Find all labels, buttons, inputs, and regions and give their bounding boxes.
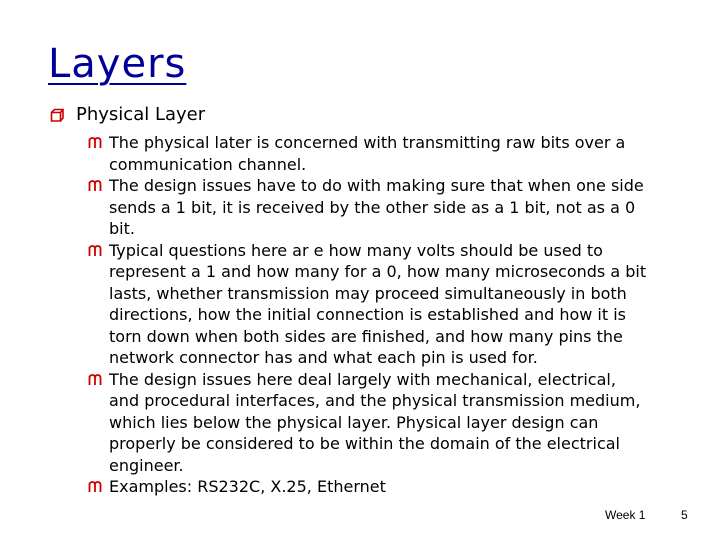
page-number: 5	[681, 508, 688, 522]
list-item	[88, 476, 648, 498]
list-item	[88, 132, 648, 175]
bullet-text: Typical questions here ar e how many volts should be used to represent a 1 and how many for a 0, how many microseconds a bit lasts, whether transmission may proceed simultaneously in both directions, how the initial connection is established and how it is torn down when both sides are finished, and how many pins the network connector has and what each pin is used for.	[109, 240, 647, 367]
list-item	[88, 240, 648, 369]
footer-week: Week 1	[605, 508, 646, 522]
bullet-text: Examples: RS232C, X.25, Ethernet	[109, 477, 386, 496]
slide-title: Layers	[48, 41, 187, 87]
m-bullet-icon	[88, 136, 102, 149]
level1-label: Physical Layer	[76, 104, 206, 125]
bullet-text: The design issues here deal largely with mechanical, electrical, and procedural interfaces, and the physical transmission medium, which lies below the physical layer. Physical layer design can properly be considered to be within the domain of the electrical engineer.	[109, 369, 641, 475]
m-bullet-icon	[88, 373, 102, 386]
list-item	[88, 369, 648, 477]
m-bullet-icon	[88, 179, 102, 192]
bullet-list	[88, 132, 648, 498]
m-bullet-icon	[88, 480, 102, 493]
list-item	[88, 175, 648, 240]
m-bullet-icon	[88, 244, 102, 257]
checkbox-bullet-icon	[50, 108, 64, 122]
bullet-text: The physical later is concerned with transmitting raw bits over a communication channel.	[109, 133, 626, 174]
bullet-text: The design issues have to do with making sure that when one side sends a 1 bit, it is received by the other side as a 1 bit, not as a 0 bit.	[109, 176, 644, 238]
